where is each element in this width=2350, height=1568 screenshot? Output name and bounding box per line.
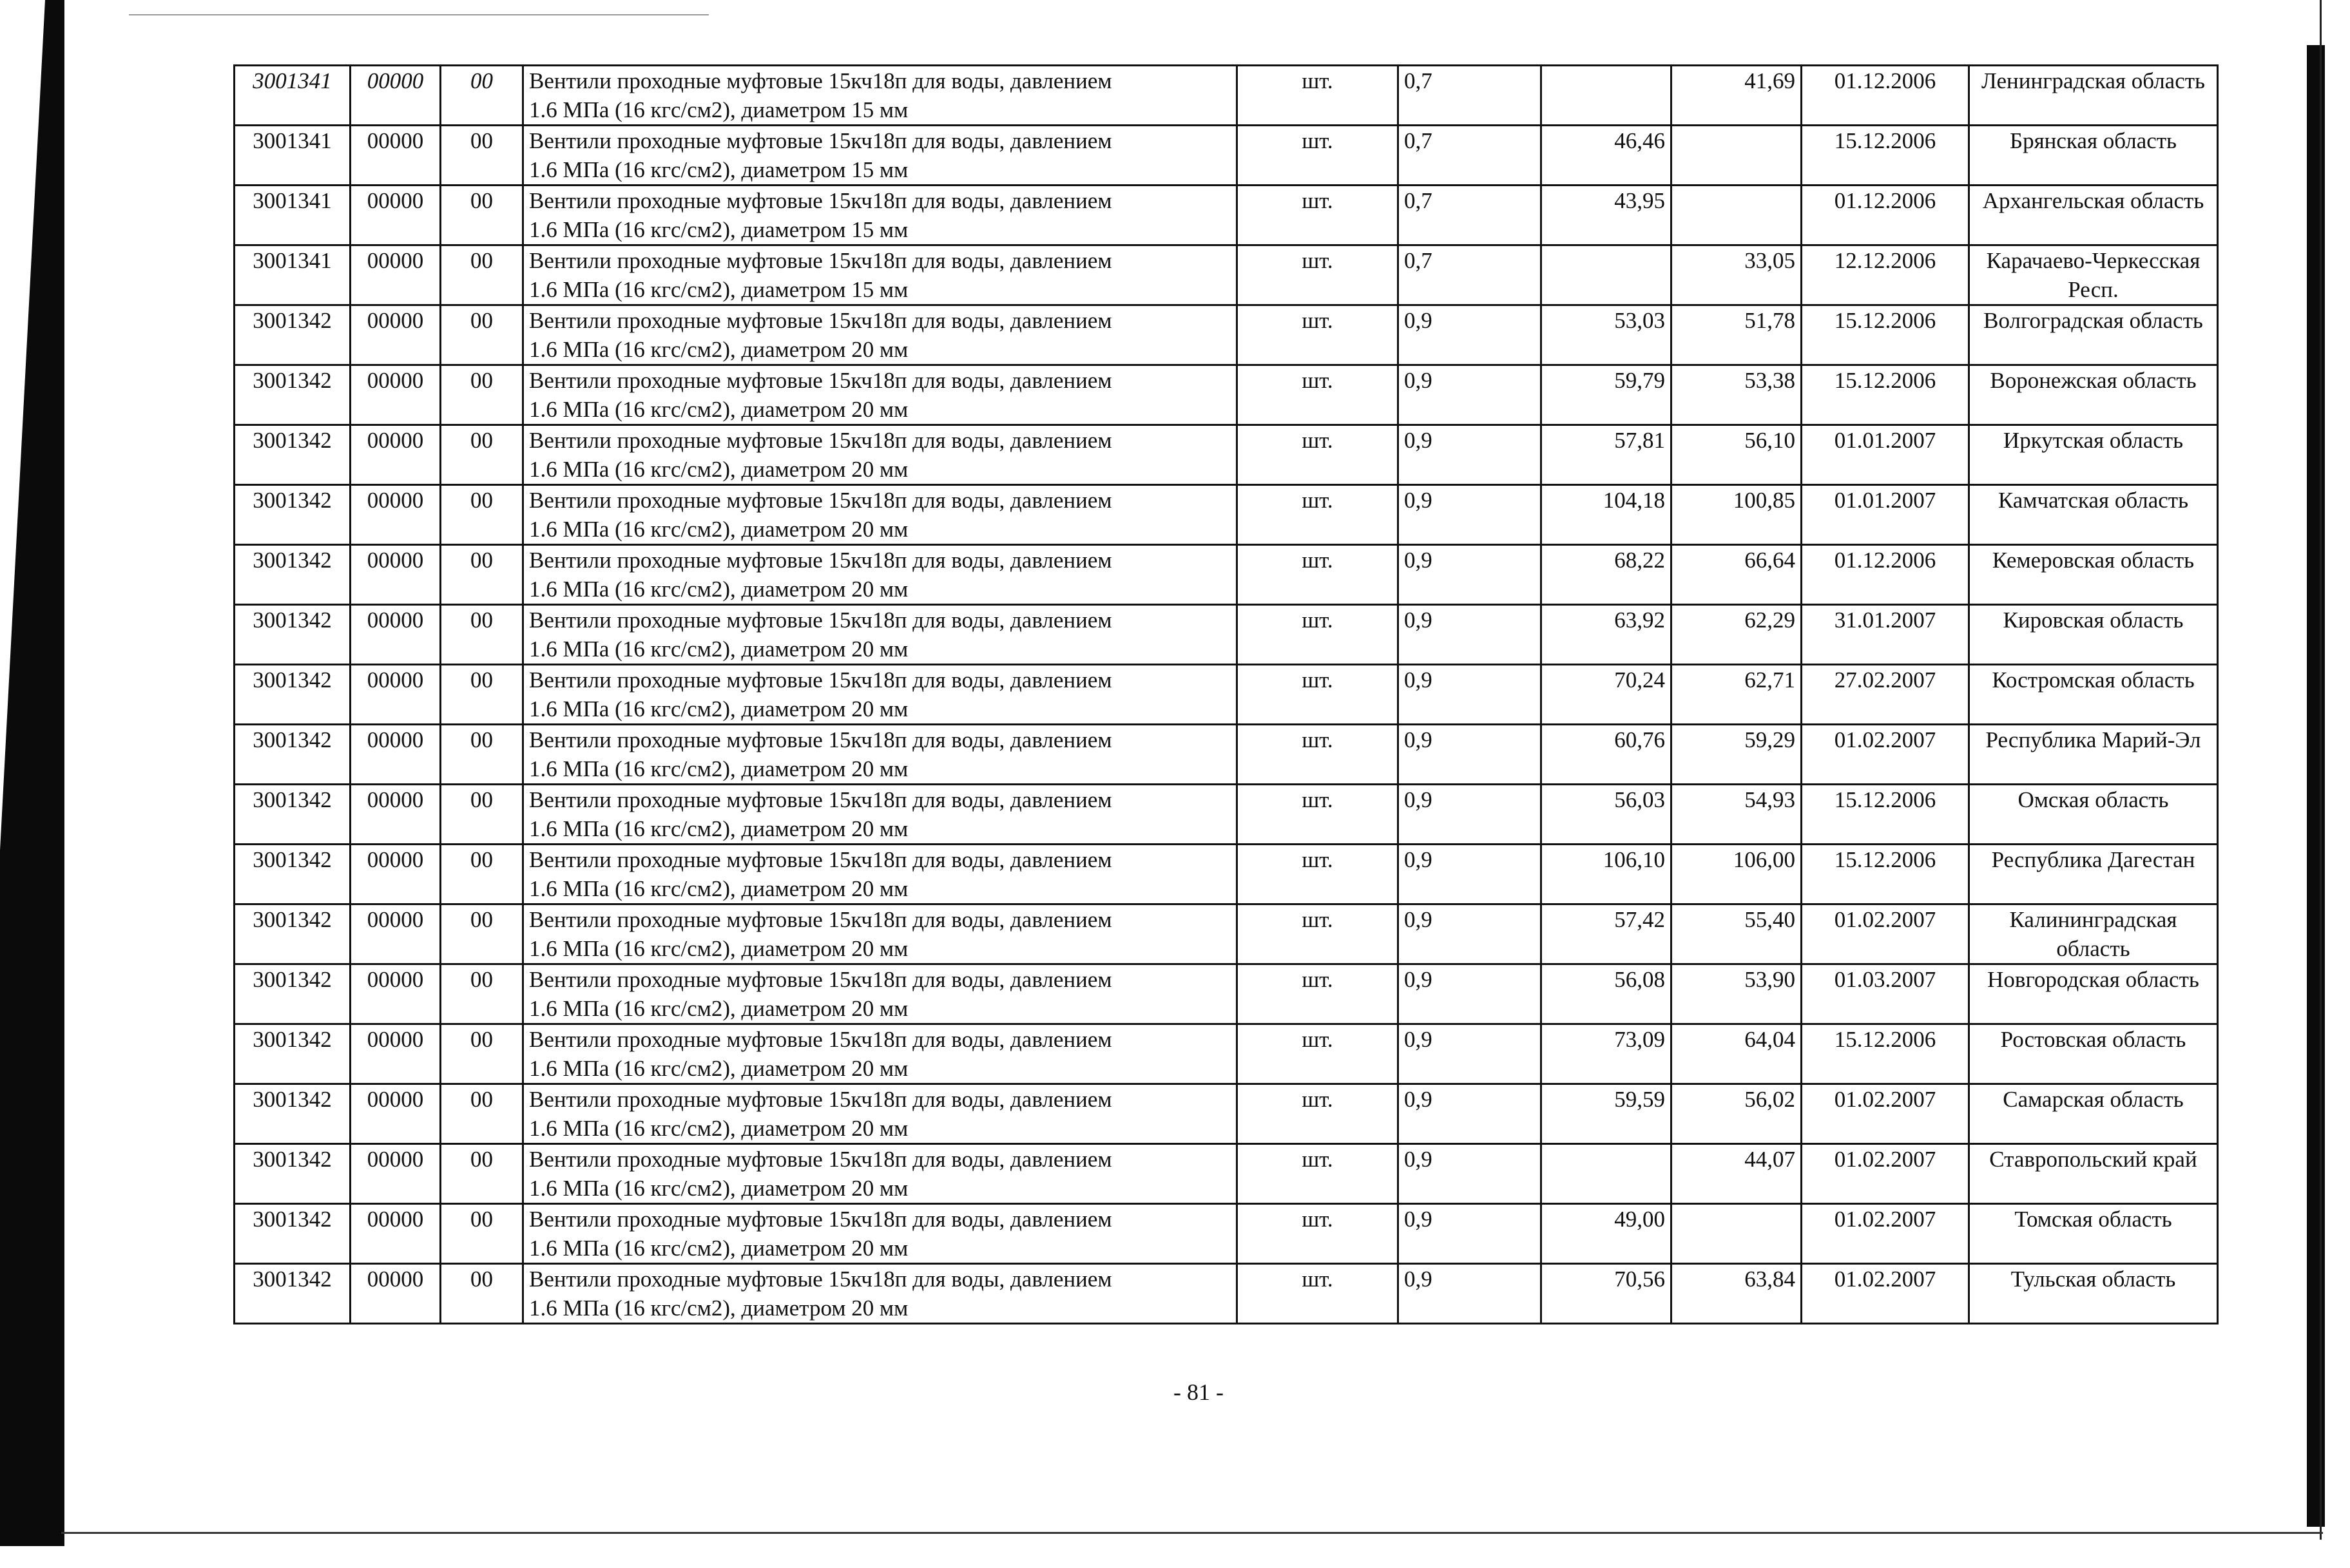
description-line-2: 1.6 МПа (16 кгс/см2), диаметром 20 мм xyxy=(529,1236,909,1261)
description-line-2: 1.6 МПа (16 кгс/см2), диаметром 20 мм xyxy=(529,1116,909,1141)
description-line-1: Вентили проходные муфтовые 15кч18п для воды, давлением xyxy=(529,428,1112,453)
description-line-2: 1.6 МПа (16 кгс/см2), диаметром 15 мм xyxy=(529,97,909,122)
region-cell: Омская область xyxy=(1969,785,2218,845)
region-cell: Ленинградская область xyxy=(1969,66,2218,126)
date-cell: 01.12.2006 xyxy=(1802,186,1969,245)
suffix-cell: 00 xyxy=(441,66,523,126)
subcode-cell: 00000 xyxy=(351,186,441,245)
suffix-cell: 00 xyxy=(441,1204,523,1264)
description-line-1: Вентили проходные муфтовые 15кч18п для воды, давлением xyxy=(529,548,1112,573)
subcode-cell: 00000 xyxy=(351,1084,441,1144)
weight-cell: 0,9 xyxy=(1398,1084,1541,1144)
price-2-cell: 54,93 xyxy=(1671,785,1802,845)
price-2-cell: 53,90 xyxy=(1671,964,1802,1024)
price-2-cell: 66,64 xyxy=(1671,545,1802,605)
table-row xyxy=(235,845,2218,904)
unit-cell: шт. xyxy=(1237,186,1398,245)
code-cell: 3001342 xyxy=(235,964,351,1024)
code-cell: 3001342 xyxy=(235,485,351,545)
description-line-2: 1.6 МПа (16 кгс/см2), диаметром 20 мм xyxy=(529,1296,909,1321)
code-cell: 3001342 xyxy=(235,605,351,665)
description-cell xyxy=(523,126,1237,186)
price-1-cell: 73,09 xyxy=(1541,1024,1671,1084)
price-2-cell: 100,85 xyxy=(1671,485,1802,545)
subcode-cell: 00000 xyxy=(351,485,441,545)
table-row xyxy=(235,904,2218,964)
weight-cell: 0,9 xyxy=(1398,305,1541,365)
price-1-cell: 49,00 xyxy=(1541,1204,1671,1264)
region-cell: Костромская область xyxy=(1969,665,2218,725)
suffix-cell: 00 xyxy=(441,964,523,1024)
unit-cell: шт. xyxy=(1237,1204,1398,1264)
price-2-cell: 106,00 xyxy=(1671,845,1802,904)
date-cell: 01.02.2007 xyxy=(1802,1084,1969,1144)
weight-cell: 0,7 xyxy=(1398,186,1541,245)
region-cell: Ставропольский край xyxy=(1969,1144,2218,1204)
description-cell xyxy=(523,904,1237,964)
table-row xyxy=(235,305,2218,365)
date-cell: 15.12.2006 xyxy=(1802,126,1969,186)
description-line-1: Вентили проходные муфтовые 15кч18п для воды, давлением xyxy=(529,1147,1112,1172)
price-2-cell: 63,84 xyxy=(1671,1264,1802,1324)
description-cell xyxy=(523,425,1237,485)
description-cell xyxy=(523,305,1237,365)
weight-cell: 0,9 xyxy=(1398,665,1541,725)
description-cell xyxy=(523,725,1237,785)
date-cell: 01.12.2006 xyxy=(1802,66,1969,126)
description-line-1: Вентили проходные муфтовые 15кч18п для воды, давлением xyxy=(529,847,1112,872)
price-1-cell: 63,92 xyxy=(1541,605,1671,665)
description-cell xyxy=(523,1024,1237,1084)
price-1-cell: 70,56 xyxy=(1541,1264,1671,1324)
description-line-1: Вентили проходные муфтовые 15кч18п для воды, давлением xyxy=(529,188,1112,213)
code-cell: 3001341 xyxy=(235,66,351,126)
code-cell: 3001342 xyxy=(235,665,351,725)
description-line-1: Вентили проходные муфтовые 15кч18п для воды, давлением xyxy=(529,967,1112,992)
region-cell: Карачаево-Черкесская Респ. xyxy=(1969,245,2218,305)
unit-cell: шт. xyxy=(1237,785,1398,845)
unit-cell: шт. xyxy=(1237,485,1398,545)
region-cell: Кемеровская область xyxy=(1969,545,2218,605)
description-line-1: Вентили проходные муфтовые 15кч18п для воды, давлением xyxy=(529,1267,1112,1292)
description-line-1: Вентили проходные муфтовые 15кч18п для воды, давлением xyxy=(529,667,1112,693)
unit-cell: шт. xyxy=(1237,904,1398,964)
suffix-cell: 00 xyxy=(441,245,523,305)
table-row xyxy=(235,1204,2218,1264)
price-2-cell: 53,38 xyxy=(1671,365,1802,425)
unit-cell: шт. xyxy=(1237,66,1398,126)
date-cell: 01.03.2007 xyxy=(1802,964,1969,1024)
description-line-2: 1.6 МПа (16 кгс/см2), диаметром 20 мм xyxy=(529,577,909,602)
unit-cell: шт. xyxy=(1237,665,1398,725)
region-cell: Тульская область xyxy=(1969,1264,2218,1324)
suffix-cell: 00 xyxy=(441,365,523,425)
description-line-1: Вентили проходные муфтовые 15кч18п для воды, давлением xyxy=(529,1207,1112,1232)
suffix-cell: 00 xyxy=(441,425,523,485)
subcode-cell: 00000 xyxy=(351,1144,441,1204)
price-2-cell: 56,10 xyxy=(1671,425,1802,485)
code-cell: 3001342 xyxy=(235,1204,351,1264)
table-row xyxy=(235,485,2218,545)
suffix-cell: 00 xyxy=(441,545,523,605)
description-cell xyxy=(523,1204,1237,1264)
price-1-cell: 56,03 xyxy=(1541,785,1671,845)
description-line-1: Вентили проходные муфтовые 15кч18п для воды, давлением xyxy=(529,1027,1112,1052)
weight-cell: 0,9 xyxy=(1398,785,1541,845)
description-cell xyxy=(523,1144,1237,1204)
code-cell: 3001341 xyxy=(235,126,351,186)
region-cell: Ростовская область xyxy=(1969,1024,2218,1084)
weight-cell: 0,9 xyxy=(1398,904,1541,964)
price-1-cell: 57,42 xyxy=(1541,904,1671,964)
region-cell: Брянская область xyxy=(1969,126,2218,186)
unit-cell: шт. xyxy=(1237,1084,1398,1144)
description-cell xyxy=(523,66,1237,126)
region-cell: Республика Дагестан xyxy=(1969,845,2218,904)
scan-left-edge xyxy=(0,0,64,1568)
code-cell: 3001342 xyxy=(235,425,351,485)
suffix-cell: 00 xyxy=(441,1084,523,1144)
weight-cell: 0,7 xyxy=(1398,126,1541,186)
description-line-1: Вентили проходные муфтовые 15кч18п для воды, давлением xyxy=(529,368,1112,393)
description-line-2: 1.6 МПа (16 кгс/см2), диаметром 20 мм xyxy=(529,816,909,841)
description-line-2: 1.6 МПа (16 кгс/см2), диаметром 20 мм xyxy=(529,996,909,1021)
region-cell: Воронежская область xyxy=(1969,365,2218,425)
price-1-cell: 57,81 xyxy=(1541,425,1671,485)
table-row xyxy=(235,66,2218,126)
price-1-cell: 46,46 xyxy=(1541,126,1671,186)
table-row xyxy=(235,126,2218,186)
description-line-2: 1.6 МПа (16 кгс/см2), диаметром 15 мм xyxy=(529,277,909,302)
description-line-2: 1.6 МПа (16 кгс/см2), диаметром 20 мм xyxy=(529,696,909,722)
suffix-cell: 00 xyxy=(441,305,523,365)
weight-cell: 0,7 xyxy=(1398,245,1541,305)
description-cell xyxy=(523,365,1237,425)
suffix-cell: 00 xyxy=(441,126,523,186)
price-1-cell xyxy=(1541,1144,1671,1204)
table-row xyxy=(235,964,2218,1024)
description-line-2: 1.6 МПа (16 кгс/см2), диаметром 15 мм xyxy=(529,157,909,182)
date-cell: 01.02.2007 xyxy=(1802,1264,1969,1324)
description-line-1: Вентили проходные муфтовые 15кч18п для воды, давлением xyxy=(529,1087,1112,1112)
description-line-1: Вентили проходные муфтовые 15кч18п для воды, давлением xyxy=(529,488,1112,513)
region-cell: Волгоградская область xyxy=(1969,305,2218,365)
suffix-cell: 00 xyxy=(441,1024,523,1084)
price-2-cell: 51,78 xyxy=(1671,305,1802,365)
page-number: - 81 - xyxy=(1173,1379,1224,1405)
unit-cell: шт. xyxy=(1237,725,1398,785)
suffix-cell: 00 xyxy=(441,485,523,545)
subcode-cell: 00000 xyxy=(351,605,441,665)
price-2-cell: 64,04 xyxy=(1671,1024,1802,1084)
date-cell: 27.02.2007 xyxy=(1802,665,1969,725)
description-line-2: 1.6 МПа (16 кгс/см2), диаметром 20 мм xyxy=(529,876,909,901)
weight-cell: 0,9 xyxy=(1398,1204,1541,1264)
scan-top-mark xyxy=(129,14,709,15)
subcode-cell: 00000 xyxy=(351,1024,441,1084)
table-row xyxy=(235,785,2218,845)
description-cell xyxy=(523,1084,1237,1144)
table-body xyxy=(235,66,2218,1324)
weight-cell: 0,9 xyxy=(1398,605,1541,665)
subcode-cell: 00000 xyxy=(351,1204,441,1264)
date-cell: 01.01.2007 xyxy=(1802,425,1969,485)
description-cell xyxy=(523,845,1237,904)
description-line-1: Вентили проходные муфтовые 15кч18п для воды, давлением xyxy=(529,607,1112,633)
suffix-cell: 00 xyxy=(441,785,523,845)
unit-cell: шт. xyxy=(1237,1264,1398,1324)
unit-cell: шт. xyxy=(1237,305,1398,365)
date-cell: 01.02.2007 xyxy=(1802,725,1969,785)
price-1-cell: 106,10 xyxy=(1541,845,1671,904)
unit-cell: шт. xyxy=(1237,845,1398,904)
price-2-cell: 55,40 xyxy=(1671,904,1802,964)
description-line-1: Вентили проходные муфтовые 15кч18п для воды, давлением xyxy=(529,907,1112,932)
price-2-cell: 33,05 xyxy=(1671,245,1802,305)
description-cell xyxy=(523,1264,1237,1324)
subcode-cell: 00000 xyxy=(351,365,441,425)
date-cell: 12.12.2006 xyxy=(1802,245,1969,305)
suffix-cell: 00 xyxy=(441,904,523,964)
price-1-cell: 68,22 xyxy=(1541,545,1671,605)
subcode-cell: 00000 xyxy=(351,845,441,904)
date-cell: 15.12.2006 xyxy=(1802,305,1969,365)
price-table xyxy=(233,64,2219,1324)
weight-cell: 0,9 xyxy=(1398,964,1541,1024)
subcode-cell: 00000 xyxy=(351,904,441,964)
date-cell: 15.12.2006 xyxy=(1802,1024,1969,1084)
subcode-cell: 00000 xyxy=(351,725,441,785)
price-2-cell: 41,69 xyxy=(1671,66,1802,126)
weight-cell: 0,9 xyxy=(1398,1144,1541,1204)
region-cell: Камчатская область xyxy=(1969,485,2218,545)
description-cell xyxy=(523,485,1237,545)
subcode-cell: 00000 xyxy=(351,1264,441,1324)
region-cell: Калининградская область xyxy=(1969,904,2218,964)
price-1-cell: 56,08 xyxy=(1541,964,1671,1024)
code-cell: 3001342 xyxy=(235,845,351,904)
price-2-cell: 56,02 xyxy=(1671,1084,1802,1144)
subcode-cell: 00000 xyxy=(351,425,441,485)
table-row xyxy=(235,1264,2218,1324)
description-cell xyxy=(523,245,1237,305)
weight-cell: 0,7 xyxy=(1398,66,1541,126)
description-line-2: 1.6 МПа (16 кгс/см2), диаметром 20 мм xyxy=(529,1176,909,1201)
price-1-cell: 60,76 xyxy=(1541,725,1671,785)
description-line-1: Вентили проходные муфтовые 15кч18п для воды, давлением xyxy=(529,68,1112,93)
suffix-cell: 00 xyxy=(441,186,523,245)
weight-cell: 0,9 xyxy=(1398,1024,1541,1084)
price-1-cell xyxy=(1541,245,1671,305)
price-2-cell xyxy=(1671,1204,1802,1264)
price-1-cell: 59,59 xyxy=(1541,1084,1671,1144)
table-row xyxy=(235,425,2218,485)
table-row xyxy=(235,1084,2218,1144)
date-cell: 01.01.2007 xyxy=(1802,485,1969,545)
description-cell xyxy=(523,964,1237,1024)
region-cell: Республика Марий-Эл xyxy=(1969,725,2218,785)
scan-right-border xyxy=(2320,0,2322,1540)
table-row xyxy=(235,1144,2218,1204)
unit-cell: шт. xyxy=(1237,245,1398,305)
weight-cell: 0,9 xyxy=(1398,485,1541,545)
description-line-1: Вентили проходные муфтовые 15кч18п для воды, давлением xyxy=(529,308,1112,333)
region-cell: Иркутская область xyxy=(1969,425,2218,485)
description-cell xyxy=(523,545,1237,605)
weight-cell: 0,9 xyxy=(1398,545,1541,605)
description-line-2: 1.6 МПа (16 кгс/см2), диаметром 20 мм xyxy=(529,337,909,362)
table-row xyxy=(235,186,2218,245)
code-cell: 3001342 xyxy=(235,1024,351,1084)
scan-right-edge xyxy=(2307,45,2325,1527)
unit-cell: шт. xyxy=(1237,1144,1398,1204)
description-line-2: 1.6 МПа (16 кгс/см2), диаметром 20 мм xyxy=(529,936,909,961)
code-cell: 3001341 xyxy=(235,245,351,305)
description-line-1: Вентили проходные муфтовые 15кч18п для воды, давлением xyxy=(529,248,1112,273)
code-cell: 3001342 xyxy=(235,1264,351,1324)
table-row xyxy=(235,725,2218,785)
region-cell: Томская область xyxy=(1969,1204,2218,1264)
table-row xyxy=(235,1024,2218,1084)
region-cell: Новгородская область xyxy=(1969,964,2218,1024)
code-cell: 3001341 xyxy=(235,186,351,245)
description-cell xyxy=(523,605,1237,665)
date-cell: 15.12.2006 xyxy=(1802,785,1969,845)
subcode-cell: 00000 xyxy=(351,126,441,186)
weight-cell: 0,9 xyxy=(1398,365,1541,425)
code-cell: 3001342 xyxy=(235,904,351,964)
code-cell: 3001342 xyxy=(235,365,351,425)
price-2-cell: 44,07 xyxy=(1671,1144,1802,1204)
subcode-cell: 00000 xyxy=(351,964,441,1024)
weight-cell: 0,9 xyxy=(1398,845,1541,904)
subcode-cell: 00000 xyxy=(351,785,441,845)
unit-cell: шт. xyxy=(1237,964,1398,1024)
price-2-cell: 62,29 xyxy=(1671,605,1802,665)
code-cell: 3001342 xyxy=(235,1144,351,1204)
code-cell: 3001342 xyxy=(235,725,351,785)
description-line-2: 1.6 МПа (16 кгс/см2), диаметром 20 мм xyxy=(529,636,909,662)
weight-cell: 0,9 xyxy=(1398,1264,1541,1324)
price-1-cell xyxy=(1541,66,1671,126)
description-line-2: 1.6 МПа (16 кгс/см2), диаметром 20 мм xyxy=(529,756,909,781)
suffix-cell: 00 xyxy=(441,605,523,665)
table-row xyxy=(235,545,2218,605)
price-2-cell: 62,71 xyxy=(1671,665,1802,725)
code-cell: 3001342 xyxy=(235,305,351,365)
region-cell: Самарская область xyxy=(1969,1084,2218,1144)
subcode-cell: 00000 xyxy=(351,66,441,126)
suffix-cell: 00 xyxy=(441,845,523,904)
description-line-2: 1.6 МПа (16 кгс/см2), диаметром 20 мм xyxy=(529,457,909,482)
unit-cell: шт. xyxy=(1237,425,1398,485)
price-2-cell xyxy=(1671,186,1802,245)
description-line-2: 1.6 МПа (16 кгс/см2), диаметром 20 мм xyxy=(529,517,909,542)
unit-cell: шт. xyxy=(1237,545,1398,605)
description-line-2: 1.6 МПа (16 кгс/см2), диаметром 20 мм xyxy=(529,397,909,422)
date-cell: 31.01.2007 xyxy=(1802,605,1969,665)
description-line-2: 1.6 МПа (16 кгс/см2), диаметром 15 мм xyxy=(529,217,909,242)
price-2-cell: 59,29 xyxy=(1671,725,1802,785)
region-cell: Архангельская область xyxy=(1969,186,2218,245)
unit-cell: шт. xyxy=(1237,605,1398,665)
suffix-cell: 00 xyxy=(441,1144,523,1204)
unit-cell: шт. xyxy=(1237,1024,1398,1084)
description-cell xyxy=(523,785,1237,845)
table-row xyxy=(235,605,2218,665)
table-row xyxy=(235,665,2218,725)
region-cell: Кировская область xyxy=(1969,605,2218,665)
description-line-1: Вентили проходные муфтовые 15кч18п для воды, давлением xyxy=(529,128,1112,153)
date-cell: 15.12.2006 xyxy=(1802,845,1969,904)
subcode-cell: 00000 xyxy=(351,545,441,605)
description-line-1: Вентили проходные муфтовые 15кч18п для воды, давлением xyxy=(529,787,1112,812)
weight-cell: 0,9 xyxy=(1398,425,1541,485)
price-1-cell: 43,95 xyxy=(1541,186,1671,245)
date-cell: 15.12.2006 xyxy=(1802,365,1969,425)
code-cell: 3001342 xyxy=(235,545,351,605)
suffix-cell: 00 xyxy=(441,665,523,725)
suffix-cell: 00 xyxy=(441,1264,523,1324)
scan-bottom-border xyxy=(61,1532,2323,1534)
suffix-cell: 00 xyxy=(441,725,523,785)
price-2-cell xyxy=(1671,126,1802,186)
code-cell: 3001342 xyxy=(235,1084,351,1144)
subcode-cell: 00000 xyxy=(351,305,441,365)
unit-cell: шт. xyxy=(1237,126,1398,186)
weight-cell: 0,9 xyxy=(1398,725,1541,785)
subcode-cell: 00000 xyxy=(351,665,441,725)
description-line-1: Вентили проходные муфтовые 15кч18п для воды, давлением xyxy=(529,727,1112,752)
description-line-2: 1.6 МПа (16 кгс/см2), диаметром 20 мм xyxy=(529,1056,909,1081)
price-1-cell: 59,79 xyxy=(1541,365,1671,425)
price-1-cell: 70,24 xyxy=(1541,665,1671,725)
table-row xyxy=(235,365,2218,425)
date-cell: 01.02.2007 xyxy=(1802,1204,1969,1264)
date-cell: 01.12.2006 xyxy=(1802,545,1969,605)
subcode-cell: 00000 xyxy=(351,245,441,305)
date-cell: 01.02.2007 xyxy=(1802,904,1969,964)
description-cell xyxy=(523,665,1237,725)
table-row xyxy=(235,245,2218,305)
price-1-cell: 104,18 xyxy=(1541,485,1671,545)
description-cell xyxy=(523,186,1237,245)
code-cell: 3001342 xyxy=(235,785,351,845)
price-1-cell: 53,03 xyxy=(1541,305,1671,365)
date-cell: 01.02.2007 xyxy=(1802,1144,1969,1204)
unit-cell: шт. xyxy=(1237,365,1398,425)
